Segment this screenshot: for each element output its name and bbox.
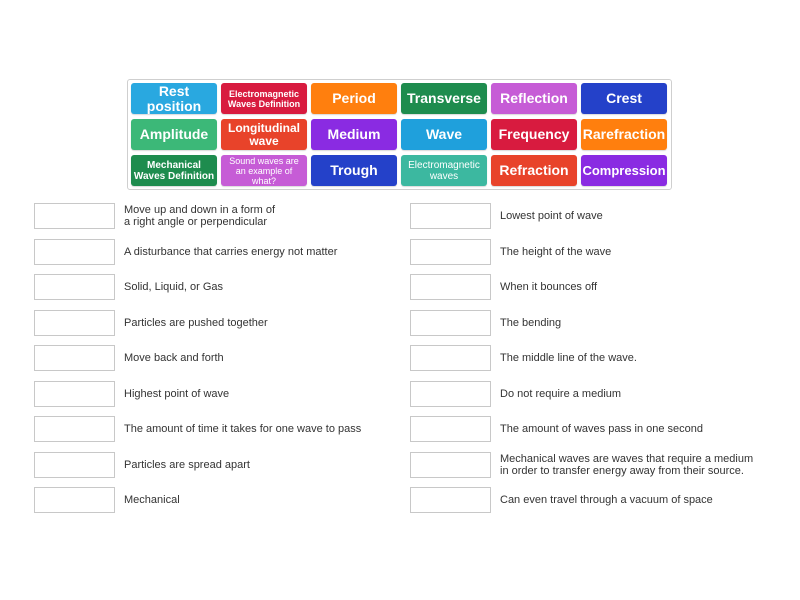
- clue-text: Can even travel through a vacuum of space: [500, 494, 713, 506]
- tile-frequency[interactable]: Frequency: [491, 119, 577, 150]
- answer-bank: [127, 79, 672, 190]
- clue-text: Highest point of wave: [124, 388, 230, 400]
- drop-target[interactable]: [410, 274, 491, 300]
- clue-text: Mechanical: [124, 494, 180, 506]
- drop-target[interactable]: [34, 381, 115, 407]
- tile-transverse[interactable]: Transverse: [401, 83, 487, 114]
- tile-medium[interactable]: Medium: [311, 119, 397, 150]
- drop-target[interactable]: [34, 452, 115, 478]
- tile-refraction[interactable]: Refraction: [491, 155, 577, 186]
- tile-mechanical-waves-definition[interactable]: Mechanical Waves Definition: [131, 155, 217, 186]
- drop-target[interactable]: [410, 487, 491, 513]
- drop-target[interactable]: [34, 274, 115, 300]
- tile-crest[interactable]: Crest: [581, 83, 667, 114]
- tile-longitudinal-wave[interactable]: Longitudinal wave: [221, 119, 307, 150]
- clue-text: The middle line of the wave.: [500, 352, 637, 364]
- tile-rest-position[interactable]: Rest position: [131, 83, 217, 114]
- drop-target[interactable]: [410, 345, 491, 371]
- clue-text: The amount of time it takes for one wave to pass: [124, 423, 362, 435]
- clue-text: Do not require a medium: [500, 388, 622, 400]
- tile-compression[interactable]: Compression: [581, 155, 667, 186]
- clue-text: Particles are spread apart: [124, 459, 250, 471]
- clue-text: The height of the wave: [500, 246, 612, 258]
- drop-target[interactable]: [410, 203, 491, 229]
- drop-target[interactable]: [34, 345, 115, 371]
- tile-period[interactable]: Period: [311, 83, 397, 114]
- drop-target[interactable]: [410, 416, 491, 442]
- drop-target[interactable]: [410, 381, 491, 407]
- tile-wave[interactable]: Wave: [401, 119, 487, 150]
- clue-text: Move back and forth: [124, 352, 224, 364]
- tile-amplitude[interactable]: Amplitude: [131, 119, 217, 150]
- drop-target[interactable]: [34, 487, 115, 513]
- drop-target[interactable]: [410, 239, 491, 265]
- clue-text: A disturbance that carries energy not matter: [124, 246, 338, 258]
- drop-target[interactable]: [34, 203, 115, 229]
- clue-text: Mechanical waves are waves that require a medium in order to transfer energy away from their source.: [500, 453, 754, 477]
- clue-text: Lowest point of wave: [500, 210, 603, 222]
- clue-text: Move up and down in a form of a right angle or perpendicular: [124, 204, 276, 228]
- clue-text: The amount of waves pass in one second: [500, 423, 704, 435]
- clue-text: Solid, Liquid, or Gas: [124, 281, 224, 293]
- tile-rarefraction[interactable]: Rarefraction: [581, 119, 667, 150]
- drop-target[interactable]: [34, 416, 115, 442]
- drop-target[interactable]: [34, 239, 115, 265]
- clue-text: The bending: [500, 317, 562, 329]
- tile-electromagnetic-waves[interactable]: Electromagnetic waves: [401, 155, 487, 186]
- drop-target[interactable]: [410, 452, 491, 478]
- tile-electromagnetic-waves-definition[interactable]: Electromagnetic Waves Definition: [221, 83, 307, 114]
- clue-text: Particles are pushed together: [124, 317, 268, 329]
- clue-text: When it bounces off: [500, 281, 598, 293]
- tile-trough[interactable]: Trough: [311, 155, 397, 186]
- drop-target[interactable]: [34, 310, 115, 336]
- tile-reflection[interactable]: Reflection: [491, 83, 577, 114]
- tile-sound-waves-example[interactable]: Sound waves are an example of what?: [221, 155, 307, 186]
- drop-target[interactable]: [410, 310, 491, 336]
